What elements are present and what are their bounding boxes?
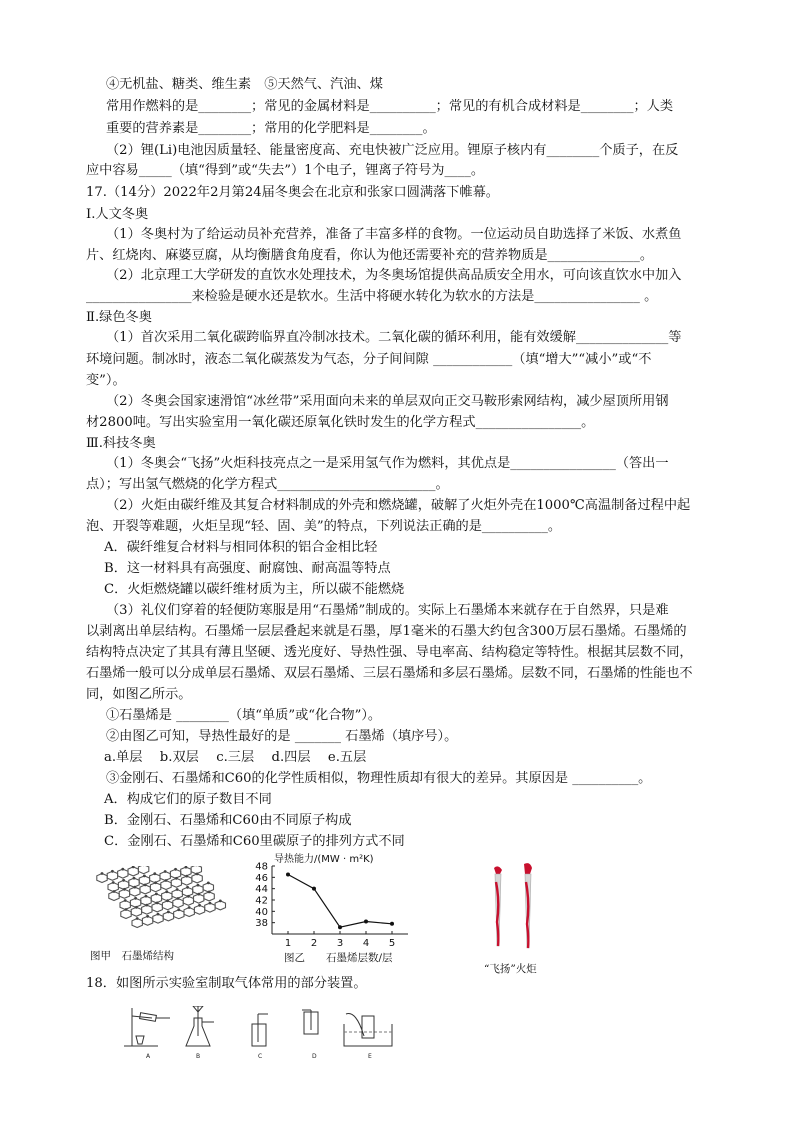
line-s3-3-b: 以剥离出单层结构。石墨烯一层层叠起来就是石墨，厚1毫米的石墨大约包含300万层石墨烯。石墨烯的	[86, 624, 687, 639]
carbon-atom	[188, 906, 191, 909]
y-tick-label: 48	[255, 861, 268, 873]
graphene-hexagon	[191, 866, 201, 874]
y-tick-label: 40	[255, 906, 268, 918]
lab-apparatus-figure	[118, 1006, 408, 1060]
x-tick-label: 1	[284, 938, 292, 949]
carbon-atom	[167, 911, 170, 914]
line-s1-2-b: ________________来检验是硬水还是软水。生活中将硬水转化为软水的方法是________________ 。	[86, 289, 658, 304]
line-s3-2-b: 泡、开裂等难题，火炬呈现“轻、固、美”的特点，下列说法正确的是__________。	[86, 519, 562, 534]
section-heading-2: Ⅱ.绿色冬奥	[86, 310, 152, 325]
carbon-atom	[157, 913, 160, 916]
carbon-atom	[123, 888, 126, 891]
option-b: B．这一材料具有高强度、耐腐蚀、耐高温等特点	[104, 561, 391, 576]
carbon-atom	[135, 906, 138, 909]
option-c: C．火炬燃烧罐以碳纤维材质为主，所以碳不能燃烧	[104, 582, 405, 597]
carbon-atom	[196, 873, 199, 876]
carbon-atom	[121, 868, 124, 871]
torch-left	[494, 866, 502, 946]
carbon-atom	[207, 882, 210, 885]
torch-right	[524, 863, 532, 948]
carbon-atom	[166, 899, 169, 902]
carbon-atom	[208, 891, 211, 894]
y-tick-label: 38	[255, 918, 268, 930]
carbon-atom	[153, 872, 156, 875]
apparatus-label-d: D	[312, 1053, 317, 1060]
data-point	[390, 922, 394, 926]
line-s3-1-b: 点）；写出氢气燃烧的化学方程式________________________。	[86, 477, 449, 492]
series-line	[288, 875, 392, 928]
carbon-atom	[145, 904, 148, 907]
carbon-atom	[175, 877, 178, 880]
x-tick-label: 3	[336, 938, 344, 949]
apparatus-a	[124, 1008, 170, 1046]
carbon-atom	[146, 915, 149, 918]
option-a: A．碳纤维复合材料与相同体积的铝合金相比轻	[104, 540, 378, 555]
sub-q-3: ③金刚石、石墨烯和C60的化学性质相似，物理性质却有很大的差异。其原因是 __________。	[106, 771, 652, 786]
carbon-atom	[165, 879, 168, 882]
carbon-atom	[164, 870, 167, 873]
apparatus-label-c: C	[258, 1053, 263, 1060]
carbon-atom	[134, 897, 137, 900]
apparatus-label-e: E	[368, 1053, 372, 1060]
line-s3-3-d: 石墨烯一般可以分成单层石墨烯、双层石墨烯、三层石墨烯和多层石墨烯。层数不同，石墨烯的性能也不	[86, 666, 693, 681]
carbon-atom	[177, 897, 180, 900]
line-s1-1-b: 片、红烧肉、麻婆豆腐，从均衡膳食角度看，你认为他还需要补充的营养物质是______________。	[86, 248, 654, 263]
y-tick-label: 44	[255, 884, 268, 896]
carbon-atom	[122, 879, 125, 882]
line-q16-2-a: （2）锂(Li)电池因质量轻、能量密度高、充电快被广泛应用。锂原子核内有________个质子，在反	[106, 143, 679, 158]
torch-figure	[486, 862, 546, 954]
x-tick-label: 2	[310, 938, 318, 949]
carbon-atom	[133, 886, 136, 889]
carbon-atom	[101, 872, 104, 875]
carbon-atom	[125, 908, 128, 911]
carbon-atom	[176, 888, 179, 891]
line-s2-1-c: 变”）。	[86, 373, 126, 388]
carbon-atom	[198, 904, 201, 907]
carbon-atom	[177, 908, 180, 911]
data-point	[312, 887, 316, 891]
carbon-atom	[124, 899, 127, 902]
sub-q-2: ②由图乙可知，导热性最好的是 _______ 石墨烯（填序号）。	[106, 729, 458, 744]
line-s1-2-a: （2）北京理工大学研发的直饮水处理技术，为冬奥场馆提供高品质安全用水，可向该直饮水中加入	[106, 268, 682, 283]
carbon-atom	[113, 890, 116, 893]
data-point	[338, 925, 342, 929]
apparatus-b	[186, 1006, 214, 1046]
data-point	[364, 920, 368, 924]
y-tick-label: 42	[255, 895, 268, 907]
apparatus-e	[344, 1013, 392, 1046]
carbon-atom	[186, 886, 189, 889]
chart-title: 导热能力/(MW · m²K)	[274, 854, 374, 865]
graphene-hexagon	[138, 866, 148, 874]
carbon-atom	[133, 877, 136, 880]
data-point	[286, 873, 290, 877]
section-heading-3: Ⅲ.科技冬奥	[86, 436, 156, 451]
carbon-atom	[132, 866, 135, 868]
line-s3-3-e: 同，如图乙所示。	[86, 687, 192, 702]
line-s2-2-b: 材2800吨。写出实验室用一氧化碳还原氧化铁时发生的化学方程式________________。	[86, 415, 595, 430]
carbon-atom	[111, 870, 114, 873]
apparatus-label-b: B	[196, 1053, 201, 1060]
carbon-atom	[197, 884, 200, 887]
x-tick-label: 4	[362, 938, 370, 949]
carbon-atom	[145, 895, 148, 898]
carbon-atom	[156, 902, 159, 905]
apparatus-label-a: A	[146, 1053, 151, 1060]
carbon-atom	[144, 884, 147, 887]
y-tick-label: 46	[255, 872, 268, 884]
apparatus-d	[302, 1010, 318, 1034]
line-s3-1-a: （1）冬奥会“飞扬”火炬科技亮点之一是采用氢气作为燃料，其优点是________________（答出一	[106, 456, 669, 471]
line-q16-1-b: 重要的营养素是________；常用的化学肥料是________。	[106, 121, 436, 136]
carbon-atom	[136, 917, 139, 920]
carbon-atom	[187, 895, 190, 898]
graphene-caption: 图甲 石墨烯结构	[90, 950, 174, 962]
line-s3-3-c: 结构特点决定了其具有薄且坚硬、透光度好、导热性强、导电率高、结构稳定等特性。根据其层数不同，	[86, 645, 693, 660]
line-s1-1-a: （1）冬奥村为了给运动员补充营养，准备了丰富多样的食物。一位运动员自助选择了米饭、水煮鱼	[106, 227, 682, 242]
chart-caption: 图乙 石墨烯层数/层	[284, 952, 393, 964]
line-options-4-5: ④无机盐、糖类、维生素 ⑤天然气、汽油、煤	[106, 77, 383, 92]
q18-title: 18．如图所示实验室制取气体常用的部分装置。	[86, 976, 367, 991]
carbon-atom	[155, 893, 158, 896]
graphene-structure-figure	[92, 866, 242, 946]
line-s2-2-a: （2）冬奥会国家速滑馆“冰丝带”采用面向未来的单层双向正交马鞍形索网结构，减少屋顶所用钢	[106, 394, 669, 409]
carbon-atom	[197, 893, 200, 896]
line-q16-1-a: 常用作燃料的是________；常见的金属材料是__________；常见的有机合成材料是________；人类	[106, 99, 674, 114]
torch-caption: “飞扬”火炬	[484, 963, 537, 975]
option-b-2: B．金刚石、石墨烯和C60由不同原子构成	[104, 813, 352, 828]
line-q16-2-b: 应中容易_____（填“得到”或“失去”）1个电子，锂离子符号为____。	[86, 163, 485, 178]
line-s2-1-a: （1）首次采用二氧化碳跨临界直冷制冰技术。二氧化碳的循环利用，能有效缓解______________等	[106, 330, 682, 345]
line-s3-2-a: （2）火炬由碳纤维及其复合材料制成的外壳和燃烧罐，破解了火炬外壳在1000℃高温制备过程中起	[106, 498, 691, 513]
q17-title: 17.（14分）2022年2月第24届冬奥会在北京和张家口圆满落下帷幕。	[86, 185, 499, 200]
carbon-atom	[143, 875, 146, 878]
carbon-atom	[174, 868, 177, 871]
apparatus-c	[252, 1014, 268, 1046]
line-s2-1-b: 环境问题。制冰时，液态二氧化碳蒸发为气态，分子间间隙 ____________（填“增大”“减小”或“不	[86, 352, 652, 367]
carbon-atom	[165, 890, 168, 893]
carbon-atom	[219, 900, 222, 903]
option-a-2: A．构成它们的原子数目不同	[104, 792, 272, 807]
x-tick-label: 5	[388, 938, 396, 949]
thermal-conductivity-chart	[236, 850, 416, 962]
line-s3-3-a: （3）礼仪们穿着的轻便防寒服是用“石墨烯”制成的。实际上石墨烯本来就存在于自然界，只是难	[106, 603, 669, 618]
carbon-atom	[185, 875, 188, 878]
carbon-atom	[112, 881, 115, 884]
section-heading-1: Ⅰ.人文冬奥	[86, 207, 149, 222]
layer-options: a.单层 b.双层 c.三层 d.四层 e.五层	[104, 750, 367, 765]
option-c-2: C．金刚石、石墨烯和C60里碳原子的排列方式不同	[104, 834, 405, 849]
carbon-atom	[154, 881, 157, 884]
sub-q-1: ①石墨烯是 ________（填“单质”或“化合物”）。	[106, 708, 382, 723]
carbon-atom	[209, 902, 212, 905]
